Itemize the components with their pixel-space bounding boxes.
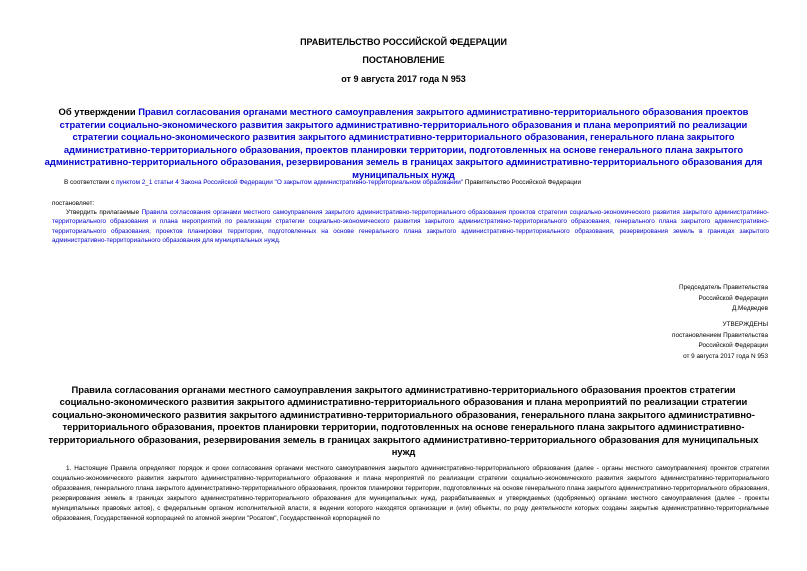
document-type-heading: ПОСТАНОВЛЕНИЕ <box>362 55 445 65</box>
approval-prefix: Утвердить прилагаемые <box>66 209 142 216</box>
document-date-number: от 9 августа 2017 года N 953 <box>341 74 466 84</box>
approved-rules-link[interactable]: Правила согласования органами местного самоуправления закрытого административно-территориального образования проектов стратегии социально-экономического развития закрытого административно-территориального образования и плана мероприятий по реализации стратегии социально-экономического развития закрытого административно-территориального образования, генерального плана закрытого административно-территориального образования, проектов планировки территории, подготовленных на основе генерального плана закрытого административно-территориального образования, резервирования земель в границах закрытого административно-территориального образования для муниципальных нужд <box>52 209 769 245</box>
title-prefix: Об утверждении <box>58 106 139 117</box>
approval-suffix: . <box>278 237 281 245</box>
signature-country: Российской Федерации <box>698 294 768 302</box>
approved-by: постановлением Правительства <box>672 331 768 339</box>
intro-paragraph <box>64 178 764 187</box>
rules-paragraph-1-text: 1. Настоящие Правила определяют порядок и сроки согласования органами местного самоуправления закрытого административно-территориального образования (далее - органы местного самоуправления) проектов стратегии социально-экономического развития закрытого административно-территориального образования и плана мероприятий по реализации стратегии социально-экономического развития закрытого административно-территориального образования, генерального плана закрытого административно-территориального образования, проектов планировки территории, подготовленных на основе генерального плана закрытого административно-территориального образования, резервирования земель в границах закрытого административно-территориального образования для муниципальных нужд, разрабатываемых и утверждаемых (одобряемых) органами местного самоуправления (далее - проекты муниципальных правовых актов), с федеральным органом исполнительной власти, в ведении которого находятся организации и (или) объекты, по роду деятельности которых созданы закрытые административно-территориальные образования, Государственной корпорацией по атомной энергии "Росатом", Государственной корпорацией по <box>52 465 769 522</box>
approval-paragraph <box>52 208 769 246</box>
approved-label: УТВЕРЖДЕНЫ <box>722 321 768 328</box>
document-title <box>40 106 767 182</box>
title-rules-link[interactable]: Правил согласования органами местного самоуправления закрытого административно-территориального образования проектов стратегии социально-экономического развития закрытого административно-территориального образования и плана мероприятий по реализации стратегии социально-экономического развития закрытого административно-территориального образования, генерального плана закрытого административно-территориального образования, проектов планировки территории, подготовленных на основе генерального плана закрытого административно-территориального образования, резервирования земель в границах закрытого административно-территориального образования для муниципальных нужд <box>44 106 763 180</box>
intro-suffix: Правительство Российской Федерации <box>463 179 582 186</box>
rules-paragraph-1 <box>52 464 769 524</box>
intro-prefix: В соответствии с <box>64 179 117 186</box>
postanovlyaet-label: постановляет: <box>52 200 95 207</box>
approved-country: Российской Федерации <box>698 342 768 350</box>
approved-stamp-block <box>672 320 768 362</box>
government-heading: ПРАВИТЕЛЬСТВО РОССИЙСКОЙ ФЕДЕРАЦИИ <box>300 37 507 47</box>
signature-block <box>679 283 768 315</box>
signature-position: Председатель Правительства <box>679 284 768 291</box>
rules-title: Правила согласования органами местного самоуправления закрытого административно-территориального образования проектов стратегии социально-экономического развития закрытого административно-территориального образования и плана мероприятий по реализации стратегии социально-экономического развития закрытого административно-территориального образования, генерального плана закрытого административно-территориального образования, проектов планировки территории, подготовленных на основе генерального плана закрытого административно-территориального образования, резервирования земель в границах закрытого административно-территориального образования для муниципальных нужд <box>48 384 759 458</box>
law-article-link[interactable]: пунктом 2_1 статьи 4 Закона Российской Федерации "О закрытом административно-территориальном образовании" <box>116 179 464 186</box>
approved-date: от 9 августа 2017 года N 953 <box>683 352 768 360</box>
signature-name: Д.Медведев <box>731 305 768 313</box>
